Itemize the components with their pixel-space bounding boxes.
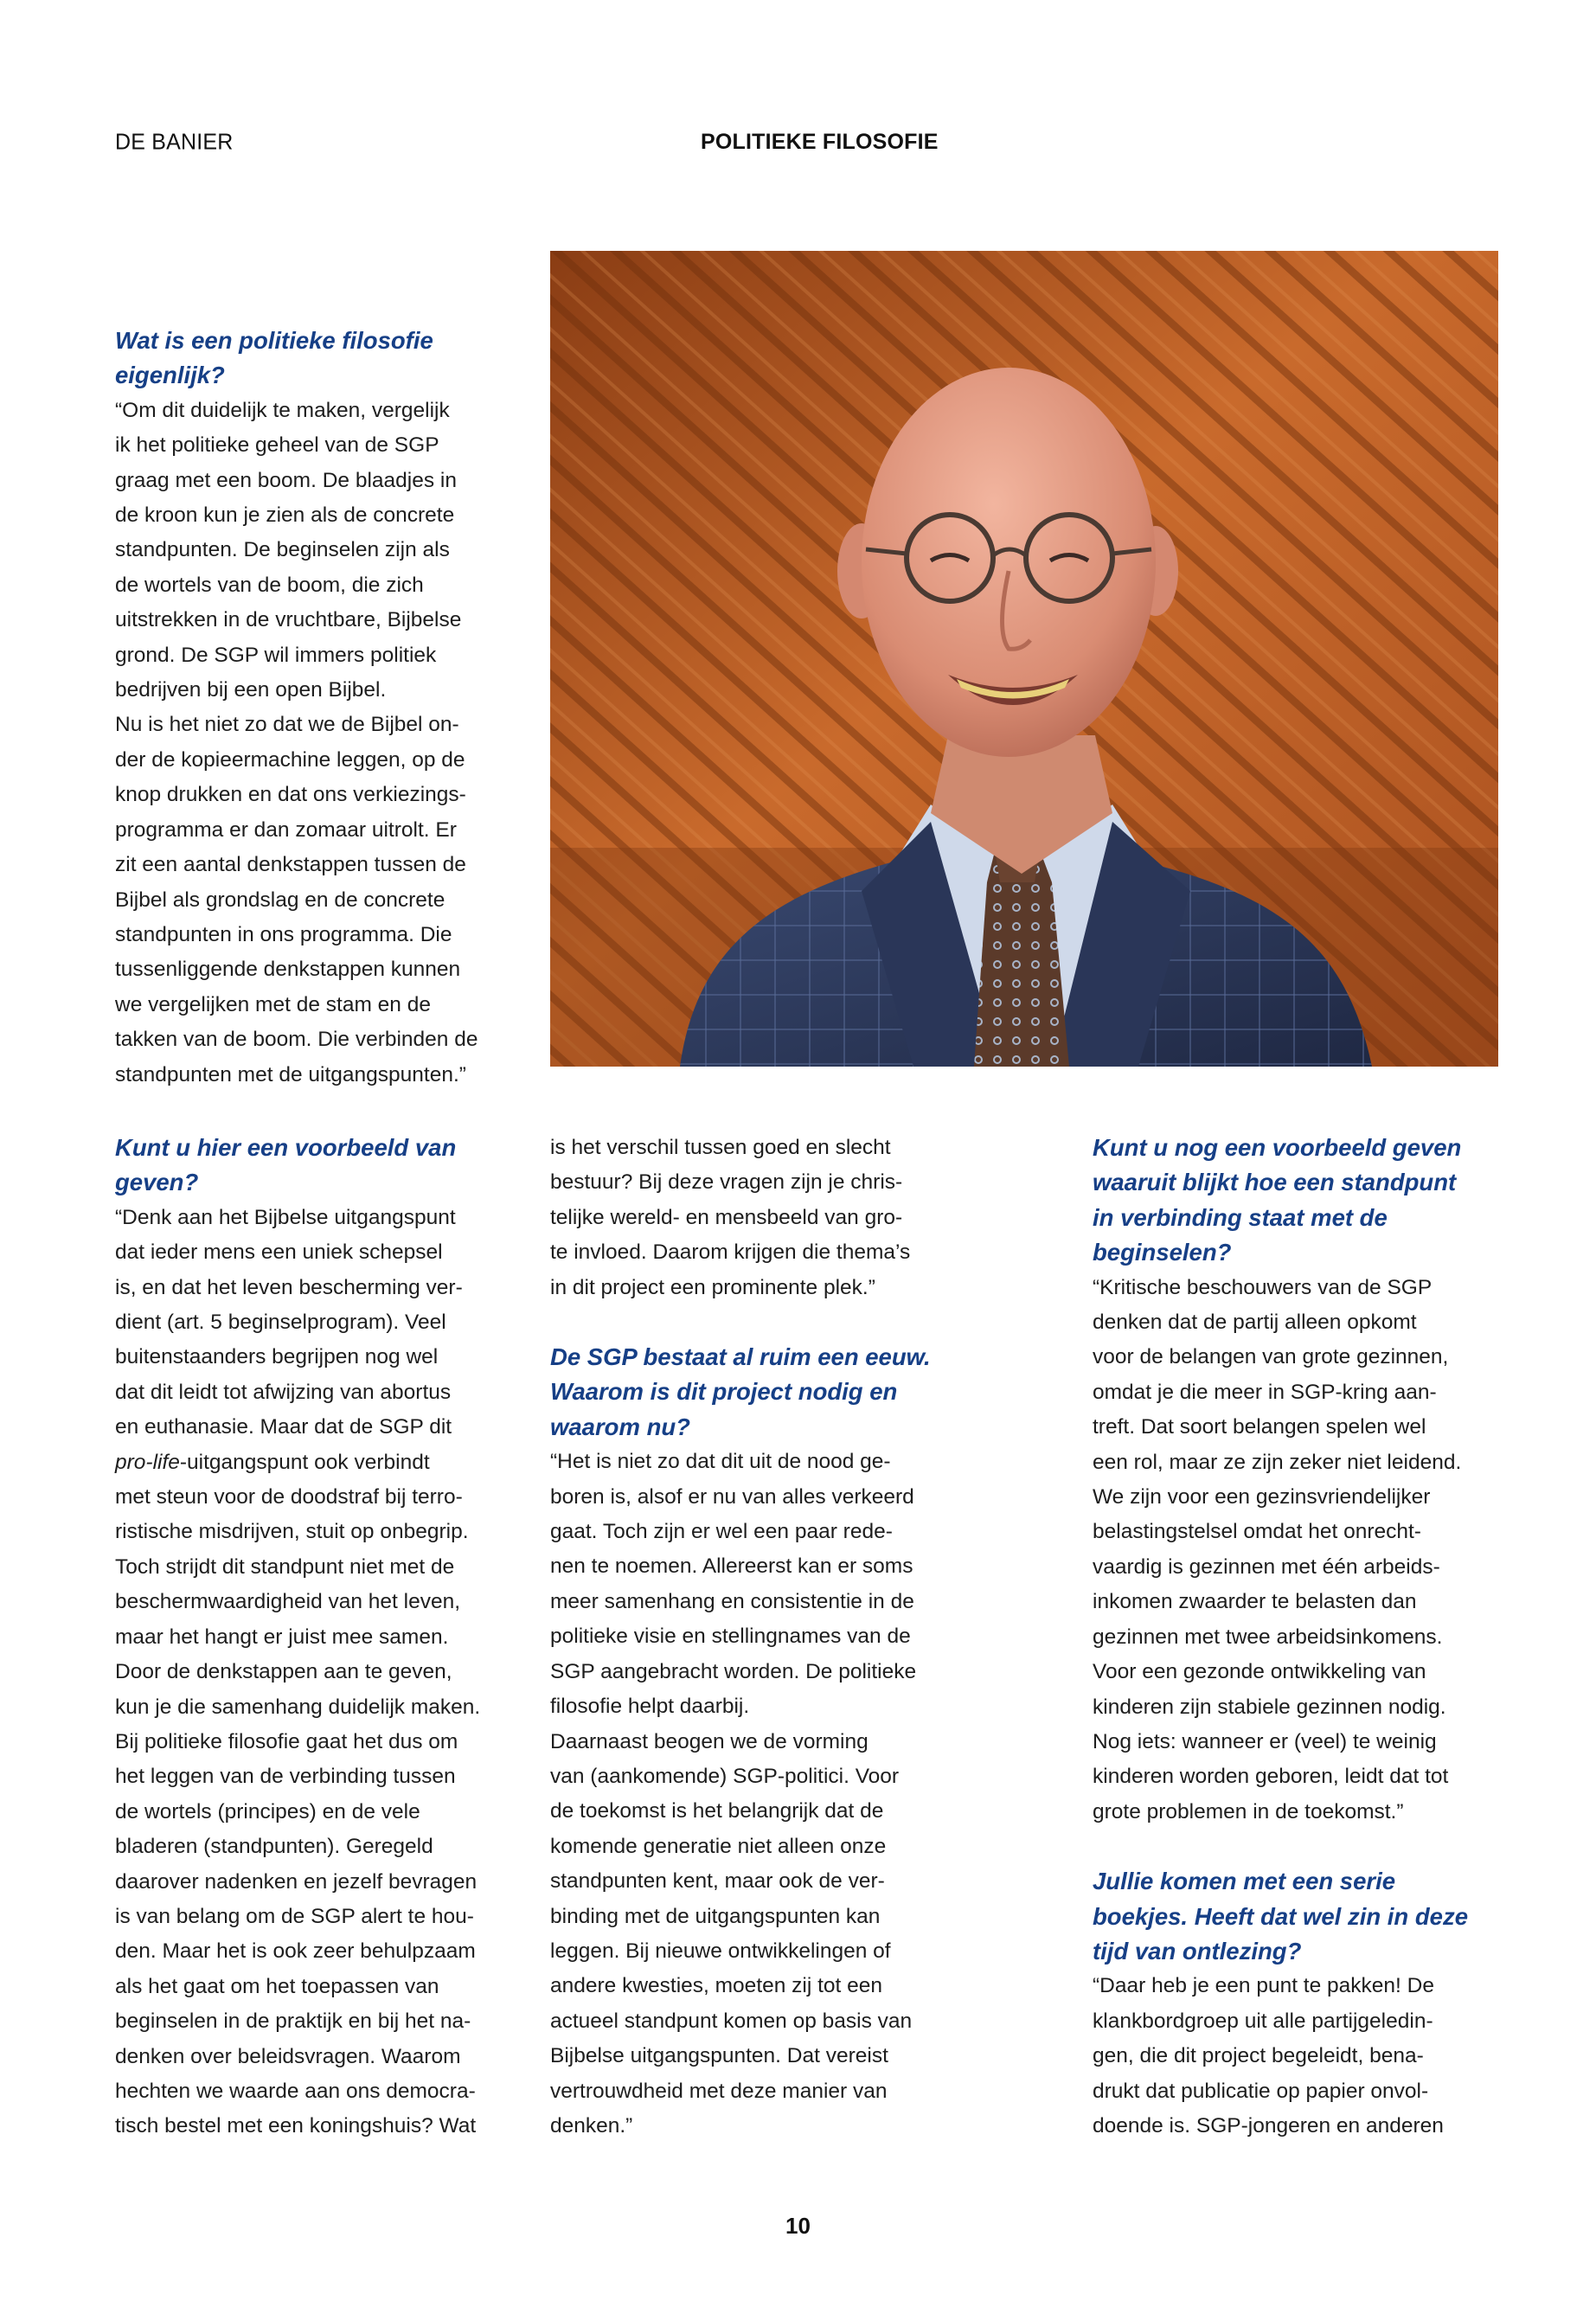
answer-example-part1: “Denk aan het Bijbelse uitgangspunt dat ieder mens een uniek schepsel is, en dat het leven bescherming ver- dient (art. 5 beginselprogram). Veel buitenstaanders begrijpen nog wel dat dit leidt tot afwijzing van abortus en euthanasie. Maar dat de SGP dit — [115, 1205, 463, 1439]
column-1 — [115, 1131, 530, 2144]
answer-example-continued: is het verschil tussen goed en slecht bestuur? Bij deze vragen zijn je chris- telijke wereld- en mensbeeld van gro- te invloed. Daarom krijgen die thema’s in dit project een prominente plek.” — [550, 1136, 911, 1299]
portrait-illustration — [550, 251, 1498, 1067]
answer-why-now: “Het is niet zo dat dit uit de nood ge- boren is, alsof er nu van alles verkeerd gaat. Toch zijn er wel een paar rede- nen te noemen. Allereerst kan er soms meer samenhang en consistentie in de politieke visie en stellingnames van de SGP aangebracht worden. De politieke filosofie helpt daarbij. Daarnaast beogen we de vorming van (aankomende) SGP-politici. Voor de toekomst is het belangrijk dat de komende generatie niet alleen onze standpunten kent, maar ook de ver- binding met de uitgangspunten kan leggen. Bij nieuwe ontwikkelingen of andere kwesties, moeten zij tot een actueel standpunt komen op basis van Bijbelse uitgangspunten. Dat vereist vertrouwdheid met deze manier van denken.” — [550, 1450, 917, 2138]
answer-example-part2: met steun voor de doodstraf bij terro- ristische misdrijven, stuit op onbegrip. Toch strijdt dit standpunt niet met de beschermwaardigheid van het leven, maar het hangt er juist mee samen. Door de denkstappen aan te geven, kun je die samenhang duidelijk maken. Bij politieke filosofie gaat het dus om het leggen van de verbinding tussen de wortels (principes) en de vele bladeren (standpunten). Geregeld daarover nadenken en jezelf bevragen is van belang om de SGP alert te hou- den. Maar het is ook zeer behulpzaam als het gaat om het toepassen van beginselen in de praktijk en bij het na- denken over beleidsvragen. Waarom hechten we waarde aan ons democra- tisch bestel met een koningshuis? Wat — [115, 1485, 481, 2138]
answer-booklets: “Daar heb je een punt te pakken! De klankbordgroep uit alle partijgeledin- gen, die dit project begeleidt, bena- drukt dat publicatie op papier onvol- doende is. SGP-jongeren en anderen — [1093, 1974, 1444, 2138]
portrait-photo — [550, 251, 1498, 1067]
pro-life-emphasis: pro-life — [115, 1450, 180, 1474]
question-example: Kunt u hier een voorbeeld van geven? — [115, 1134, 457, 1196]
column-2 — [550, 1131, 957, 2144]
answer-another-example: “Kritische beschouwers van de SGP denken dat de partij alleen opkomt voor de belangen van grote gezinnen, omdat je die meer in SGP-kring aan- treft. Dat soort belangen spelen wel een rol, maar ze zijn zeker niet leidend. We zijn voor een gezinsvriendelijker belastingstelsel omdat het onrecht- vaardig is gezinnen met één arbeids- inkomen zwaarder te belasten dan gezinnen met twee arbeidsinkomens. Voor een gezonde ontwikkeling van kinderen zijn stabiele gezinnen nodig. Nog iets: wanneer er (veel) te weinig kinderen worden geboren, leidt dat tot grote problemen in de toekomst.” — [1093, 1275, 1462, 1823]
intro-answer: “Om dit duidelijk te maken, vergelijk ik het politieke geheel van de SGP graag met een boom. De blaadjes in de kroon kun je zien als de concrete standpunten. De beginselen zijn als de wortels van de boom, die zich uitstrekken in de vruchtbare, Bijbelse grond. De SGP wil immers politiek bedrijven bij een open Bijbel. Nu is het niet zo dat we de Bijbel on- der de kopieermachine leggen, op de knop drukken en dat ons verkiezings- programma er dan zomaar uitrolt. Er zit een aantal denkstappen tussen de Bijbel als grondslag en de concrete standpunten in ons programma. Die tussenliggende denkstappen kunnen we vergelijken met de stam en de takken van de boom. Die verbinden de standpunten met de uitgangspunten.” — [115, 398, 478, 1086]
pro-life-line-rest: -uitgangspunt ook verbindt — [179, 1450, 430, 1474]
intro-question: Wat is een politieke filosofie eigenlijk? — [115, 327, 433, 389]
page-number: 10 — [785, 2213, 811, 2239]
question-booklets: Jullie komen met een serie boekjes. Heeft dat wel zin in deze tijd van ontlezing? — [1093, 1868, 1468, 1965]
intro-column — [115, 324, 530, 1093]
column-3 — [1093, 1131, 1508, 2144]
section-title: POLITIEKE FILOSOFIE — [701, 130, 939, 154]
question-why-now: De SGP bestaat al ruim een eeuw. Waarom is dit project nodig en waarom nu? — [550, 1343, 931, 1440]
question-another-example: Kunt u nog een voorbeeld geven waaruit blijkt hoe een standpunt in verbinding staat met de beginselen? — [1093, 1134, 1462, 1266]
magazine-name: DE BANIER — [115, 129, 234, 155]
answer-example-pro-life-line — [115, 1445, 530, 1480]
